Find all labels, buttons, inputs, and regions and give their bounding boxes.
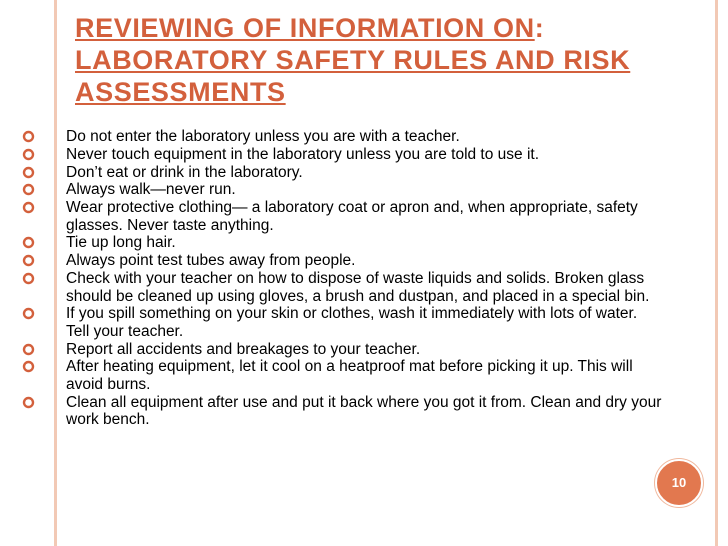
- circle-bullet-icon: [22, 148, 35, 161]
- bullet-item: [22, 146, 662, 164]
- title-part-2: LABORATORY SAFETY RULES AND RISK ASSESSMENTS: [75, 45, 631, 107]
- bullet-text: Wear protective clothing— a laboratory coat or apron and, when appropriate, safety glasses. Never taste anything.: [66, 199, 638, 234]
- bullet-item: [22, 270, 662, 305]
- bullet-item: [22, 199, 662, 234]
- bullet-item: [22, 305, 662, 340]
- bullet-item: [22, 252, 662, 270]
- bullet-item: [22, 341, 662, 359]
- circle-bullet-icon: [22, 236, 35, 249]
- circle-bullet-icon: [22, 201, 35, 214]
- bullet-item: [22, 234, 662, 252]
- bullet-text: Always walk—never run.: [66, 181, 236, 199]
- bullet-text: Check with your teacher on how to dispose of waste liquids and solids. Broken glass should be cleaned up using gloves, a brush and dustpan, and placed in a special bin.: [66, 270, 650, 305]
- bullet-text: Clean all equipment after use and put it back where you got it from. Clean and dry your work bench.: [66, 393, 662, 429]
- bullet-item: [22, 164, 662, 182]
- bullet-text: Never touch equipment in the laboratory unless you are told to use it.: [66, 145, 540, 163]
- bullet-text: After heating equipment, let it cool on a heatproof mat before picking it up. This will avoid burns.: [66, 358, 633, 393]
- bullet-item: [22, 128, 662, 146]
- bullet-item: [22, 358, 662, 393]
- title-part-1: REVIEWING OF INFORMATION ON: [75, 13, 535, 43]
- bullet-text: Tie up long hair.: [66, 234, 176, 252]
- bullet-text: Always point test tubes away from people.: [66, 252, 356, 270]
- bullet-list: [22, 128, 662, 429]
- right-border-line: [715, 0, 718, 546]
- bullet-item: [22, 394, 662, 429]
- circle-bullet-icon: [22, 183, 35, 196]
- bullet-text: Do not enter the laboratory unless you are with a teacher.: [66, 128, 460, 145]
- page-number-badge: 10: [655, 459, 703, 507]
- circle-bullet-icon: [22, 130, 35, 143]
- bullet-item: [22, 181, 662, 199]
- circle-bullet-icon: [22, 307, 35, 320]
- circle-bullet-icon: [22, 360, 35, 373]
- circle-bullet-icon: [22, 166, 35, 179]
- circle-bullet-icon: [22, 272, 35, 285]
- circle-bullet-icon: [22, 343, 35, 356]
- title-colon: :: [534, 13, 545, 43]
- bullet-text: If you spill something on your skin or clothes, wash it immediately with lots of water. Tell your teacher.: [66, 305, 638, 340]
- circle-bullet-icon: [22, 254, 35, 267]
- circle-bullet-icon: [22, 396, 35, 409]
- slide-title: [75, 12, 685, 108]
- bullet-text: Don’t eat or drink in the laboratory.: [66, 163, 303, 181]
- bullet-text: Report all accidents and breakages to your teacher.: [66, 340, 421, 358]
